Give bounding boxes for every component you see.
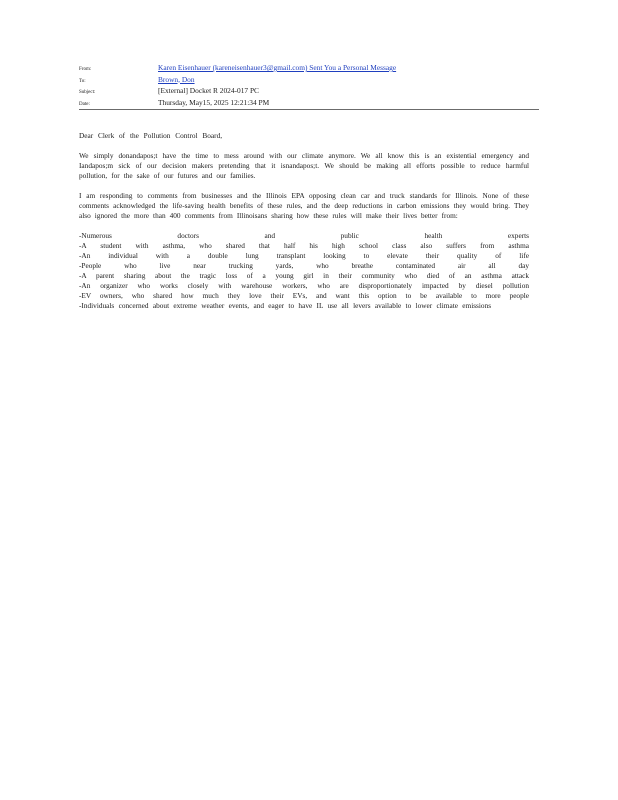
to-label: To: <box>79 78 86 84</box>
to-row <box>79 75 539 85</box>
date-row <box>79 98 539 108</box>
body-paragraph-2: I am responding to comments from businesses and the Illinois EPA opposing clean car and truck standards for Illinois. None of these comments acknowledged the life-saving health benefits of these rules, and the deep reductions in carbon emissions they would bring. They also ignored the more than 400 comments from Illinoisans sharing how these rules will make their lives better from: <box>79 191 529 220</box>
list-item: -A student with asthma, who shared that half his high school class also suffers from asthma <box>79 241 529 250</box>
date-label: Date: <box>79 101 90 107</box>
subject-value: [External] Docket R 2024-017 PC <box>158 86 259 95</box>
list-item: -Numerous doctors and public health experts <box>79 231 529 240</box>
from-value <box>158 63 396 72</box>
body-paragraph-1: We simply donandapos;t have the time to mess around with our climate anymore. We all know this is an existential emergency and Iandapos;m sick of our decision makers pretending that it isnandapos;t. We should be making all efforts possible to reduce harmful pollution, for the sake of our futures and our families. <box>79 151 529 180</box>
email-header <box>79 63 539 109</box>
list-item: -Individuals concerned about extreme weather events, and eager to have IL use all levers available to lower climate emissions <box>79 301 492 310</box>
list-item: -People who live near trucking yards, who breathe contaminated air all day <box>79 261 529 270</box>
subject-label: Subject: <box>79 90 96 95</box>
from-label: From: <box>79 67 92 72</box>
list-item: -EV owners, who shared how much they love their EVs, and want this option to be available to more people <box>79 291 529 300</box>
list-item: -A parent sharing about the tragic loss of a young girl in their community who died of an asthma attack <box>79 271 529 280</box>
commenter-list <box>79 231 529 311</box>
greeting: Dear Clerk of the Pollution Control Board, <box>79 131 223 140</box>
list-item: -An organizer who works closely with warehouse workers, who are disproportionately impacted by diesel pollution <box>79 281 529 290</box>
to-value <box>158 75 195 84</box>
list-item: -An individual with a double lung transplant looking to elevate their quality of life <box>79 251 529 260</box>
recipient-link[interactable]: Brown, Don <box>158 74 195 84</box>
from-row <box>79 63 539 73</box>
email-body <box>79 131 529 311</box>
sender-link[interactable]: Karen Eisenhauer (kareneisenhauer3@gmail.com) Sent You a Personal Message <box>158 63 397 72</box>
date-value: Thursday, May15, 2025 12:21:34 PM <box>158 97 270 107</box>
subject-row <box>79 86 539 96</box>
header-divider <box>79 109 539 110</box>
